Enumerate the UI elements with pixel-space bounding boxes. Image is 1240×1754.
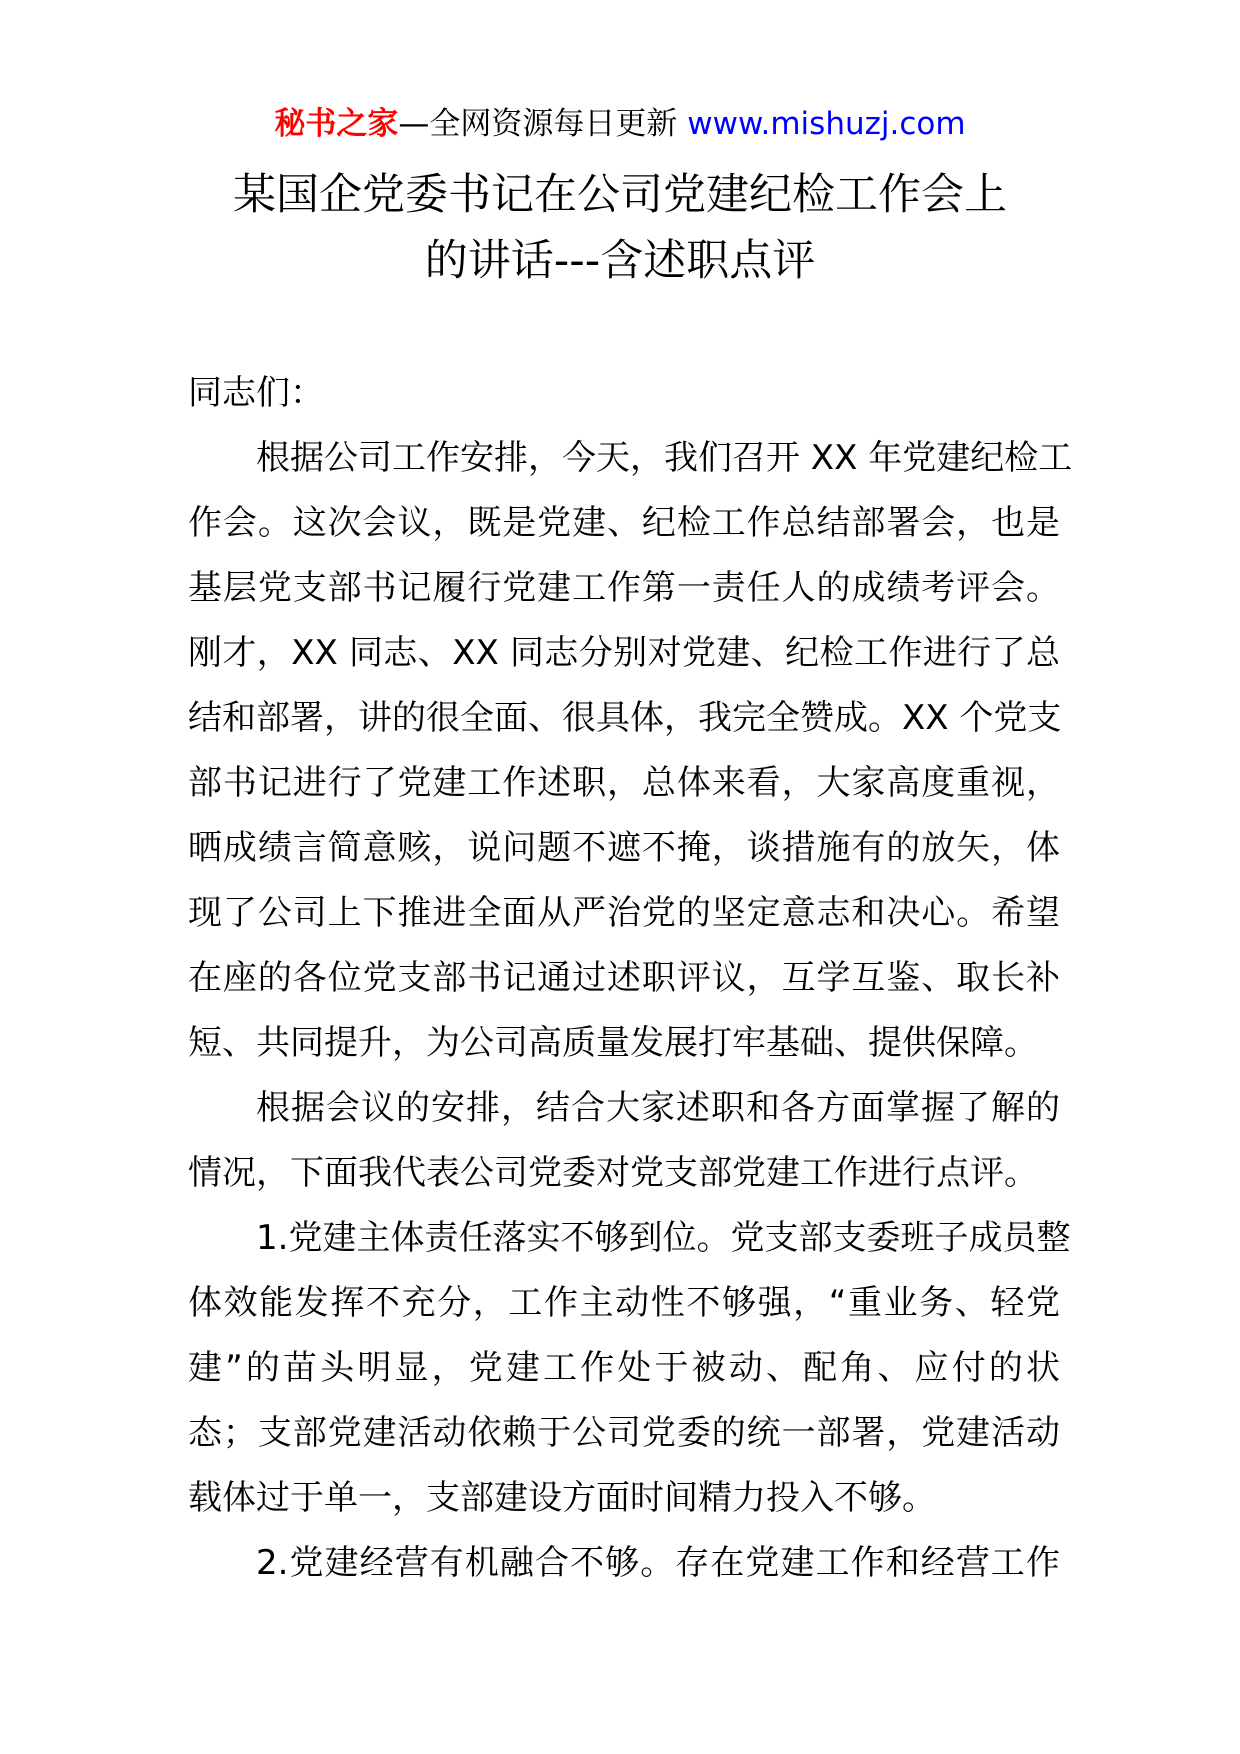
paragraph-line: 晒成绩言简意赅，说问题不遮不掩，谈措施有的放矢，体 [188, 828, 1060, 868]
paragraph-line: 1.党建主体责任落实不够到位。党支部支委班子成员整 [256, 1218, 1071, 1258]
paragraph-line: 情况，下面我代表公司党委对党支部党建工作进行点评。 [188, 1153, 1038, 1193]
header-tagline: —全网资源每日更新 [398, 106, 678, 142]
paragraph-line: 体效能发挥不充分，工作主动性不够强，“重业务、轻党 [188, 1283, 1060, 1323]
paragraph-line: 结和部署，讲的很全面、很具体，我完全赞成。XX 个党支 [188, 698, 1062, 738]
paragraph-line: 根据会议的安排，结合大家述职和各方面掌握了解的 [256, 1088, 1060, 1128]
paragraph-line: 基层党支部书记履行党建工作第一责任人的成绩考评会。 [188, 568, 1060, 608]
paragraph-line: 作会。这次会议，既是党建、纪检工作总结部署会，也是 [188, 503, 1060, 543]
paragraph-line: 刚才，XX 同志、XX 同志分别对党建、纪检工作进行了总 [188, 633, 1060, 673]
paragraph-line: 在座的各位党支部书记通过述职评议，互学互鉴、取长补 [188, 958, 1060, 998]
paragraph-1 [188, 426, 1073, 1076]
paragraph-line: 部书记进行了党建工作述职，总体来看，大家高度重视， [188, 763, 1060, 803]
site-url-link[interactable]: www.mishuzj.com [687, 106, 966, 142]
document-title [150, 162, 1090, 294]
salutation: 同志们： [188, 373, 324, 413]
paragraph-line: 载体过于单一，支部建设方面时间精力投入不够。 [188, 1478, 936, 1518]
paragraph-line: 根据公司工作安排，今天，我们召开 XX 年党建纪检工 [256, 438, 1073, 478]
paragraph-4 [188, 1531, 1060, 1596]
title-line-1: 某国企党委书记在公司党建纪检工作会上 [233, 170, 1007, 220]
paragraph-line: 短、共同提升，为公司高质量发展打牢基础、提供保障。 [188, 1023, 1038, 1063]
title-line-2: 的讲话---含述职点评 [424, 236, 816, 286]
document-body [188, 361, 1073, 1596]
paragraph-line: 建”的苗头明显，党建工作处于被动、配角、应付的状 [188, 1348, 1060, 1388]
paragraph-line: 2.党建经营有机融合不够。存在党建工作和经营工作 [256, 1543, 1060, 1583]
paragraph-line: 现了公司上下推进全面从严治党的坚定意志和决心。希望 [188, 893, 1060, 933]
header-banner [0, 102, 1240, 146]
brand-name: 秘书之家 [274, 106, 399, 142]
paragraph-line: 态；支部党建活动依赖于公司党委的统一部署，党建活动 [188, 1413, 1060, 1453]
paragraph-3 [188, 1206, 1071, 1531]
paragraph-2 [188, 1076, 1060, 1206]
